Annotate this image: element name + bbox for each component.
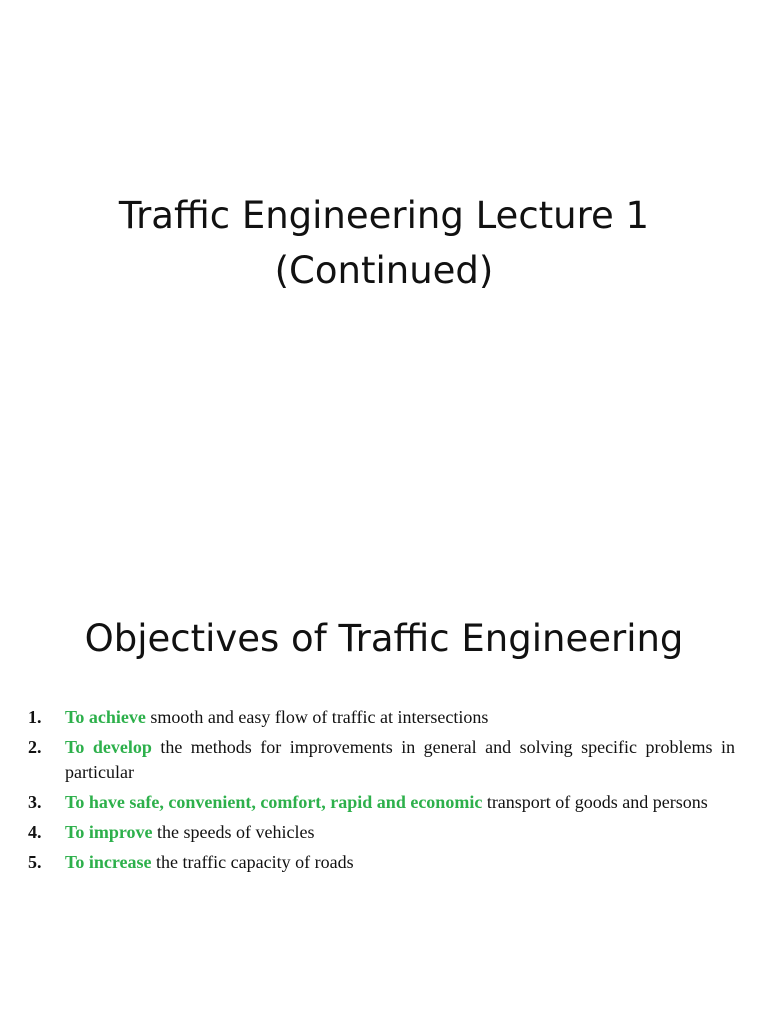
objective-text [65, 790, 735, 815]
objective-number: 3. [28, 792, 42, 812]
objectives-list [28, 705, 735, 880]
objective-rest: smooth and easy flow of traffic at intersections [145, 707, 489, 727]
objective-number: 2. [28, 737, 42, 757]
objective-item [28, 705, 735, 730]
objective-text [65, 850, 735, 875]
objective-text [65, 820, 735, 845]
objective-rest: the traffic capacity of roads [151, 852, 354, 872]
objective-rest: the speeds of vehicles [152, 822, 315, 842]
objective-text [65, 735, 735, 785]
objective-number: 4. [28, 822, 42, 842]
slide-title [0, 188, 768, 298]
objective-highlight: To develop [65, 737, 152, 757]
objective-rest: the methods for improvements in general and solving specific problems in particular [65, 737, 735, 782]
objective-number: 5. [28, 852, 42, 872]
objective-text [65, 705, 735, 730]
objective-highlight: To improve [65, 822, 153, 842]
objective-item [28, 820, 735, 845]
objective-highlight: To increase [65, 852, 152, 872]
objective-highlight: To have safe, convenient, comfort, rapid and economic [65, 792, 483, 812]
objective-item [28, 850, 735, 875]
objective-highlight: To achieve [65, 707, 146, 727]
objective-rest: transport of goods and persons [482, 792, 708, 812]
objective-item [28, 790, 735, 815]
objective-item [28, 735, 735, 785]
section-heading: Objectives of Traffic Engineering [84, 617, 684, 660]
slide-title-line-1: Traffic Engineering Lecture 1 [118, 194, 650, 237]
objective-number: 1. [28, 707, 42, 727]
slide-title-line-2: (Continued) [274, 249, 494, 292]
